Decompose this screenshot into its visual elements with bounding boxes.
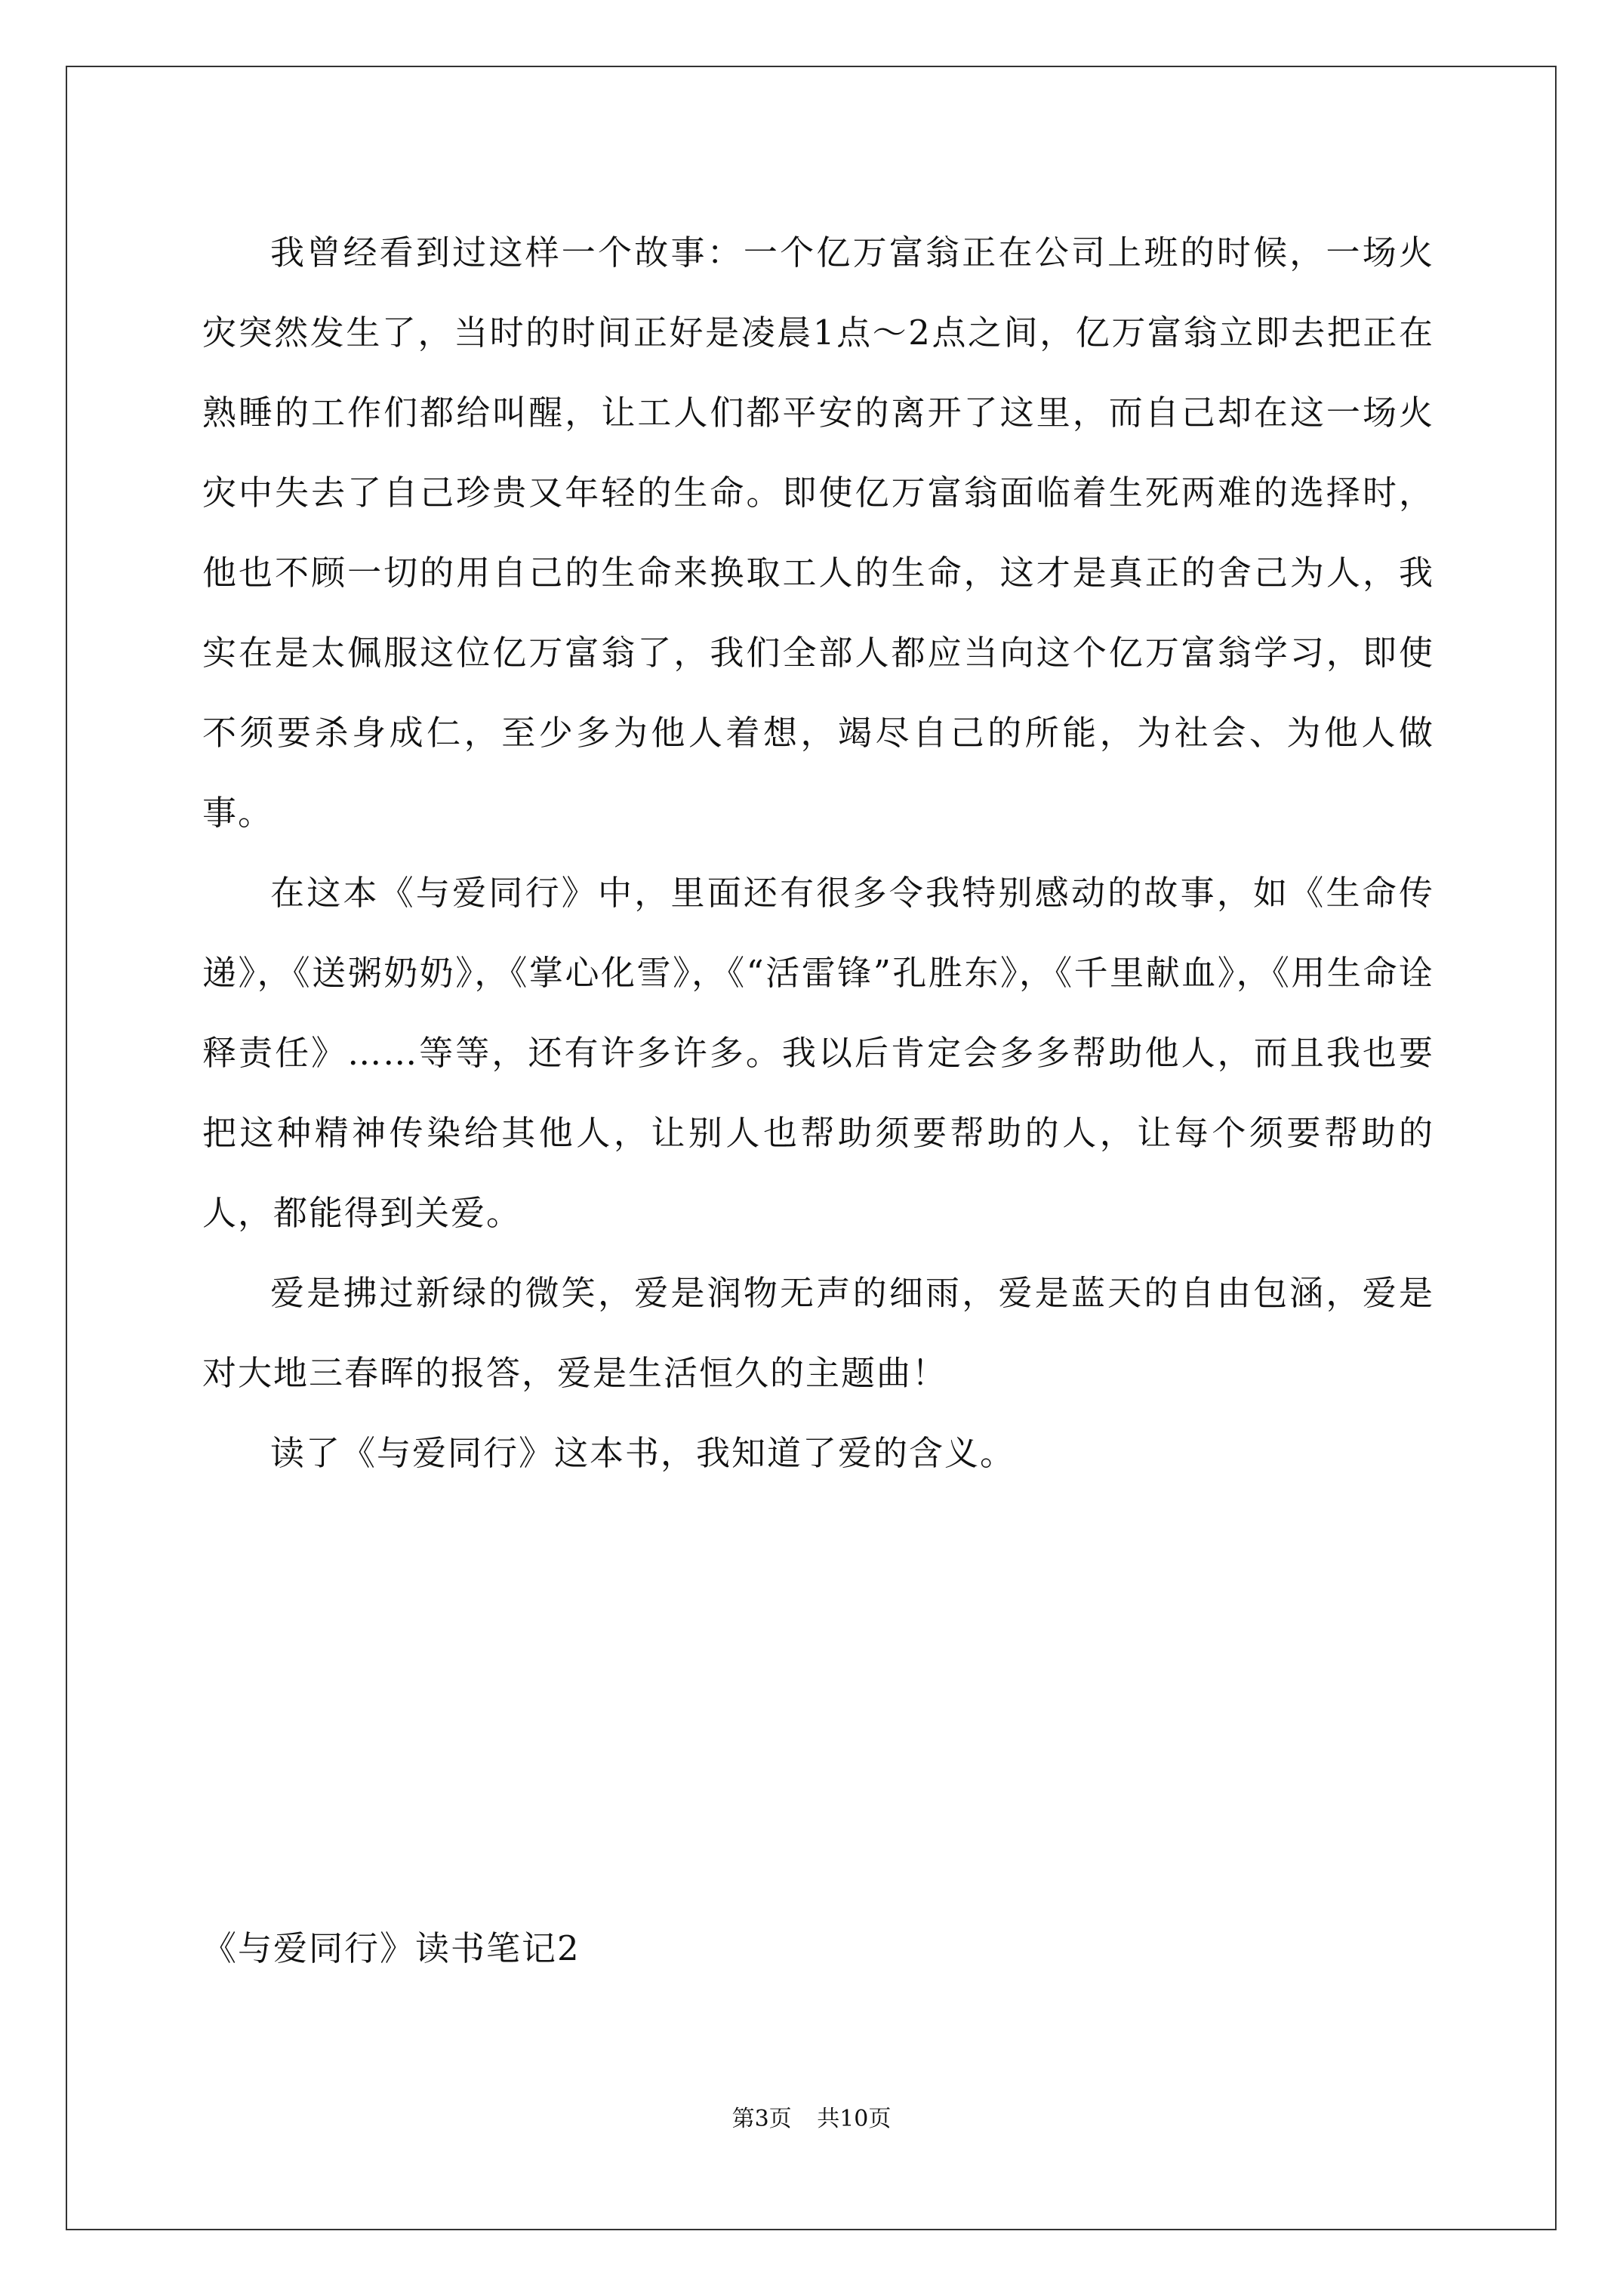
- page-total: 共10页: [817, 2106, 892, 2132]
- paragraph-story: 我曾经看到过这样一个故事：一个亿万富翁正在公司上班的时候，一场火灾突然发生了，当时的时间正好是凌晨1点～2点之间，亿万富翁立即去把正在熟睡的工作们都给叫醒，让工人们都平安的离开了这里，而自己却在这一场火灾中失去了自己珍贵又年轻的生命。即使亿万富翁面临着生死两难的选择时，他也不顾一切的用自己的生命来换取工人的生命，这才是真正的舍己为人，我实在是太佩服这位亿万富翁了，我们全部人都应当向这个亿万富翁学习，即使不须要杀身成仁，至少多为他人着想，竭尽自己的所能，为社会、为他人做事。: [202, 233, 1434, 833]
- body-text: [202, 213, 1434, 1493]
- paragraph-conclusion: 读了《与爱同行》这本书，我知道了爱的含义。: [270, 1433, 1016, 1473]
- paragraph-stories-list: 在这本《与爱同行》中，里面还有很多令我特别感动的故事，如《生命传递》，《送粥奶奶》，《掌心化雪》，《“活雷锋”孔胜东》，《千里献血》，《用生命诠释责任》……等等，还有许多许多。我以后肯定会多多帮助他人，而且我也要把这种精神传染给其他人，让别人也帮助须要帮助的人，让每个须要帮助的人，都能得到关爱。: [202, 873, 1434, 1233]
- page-number: 第3页: [731, 2106, 792, 2132]
- page-footer: [0, 2104, 1623, 2134]
- section-heading: 《与爱同行》读书笔记2: [202, 1928, 581, 1968]
- paragraph-love-definition: 爱是拂过新绿的微笑，爱是润物无声的细雨，爱是蓝天的自由包涵，爱是对大地三春晖的报答，爱是生活恒久的主题曲！: [202, 1273, 1434, 1393]
